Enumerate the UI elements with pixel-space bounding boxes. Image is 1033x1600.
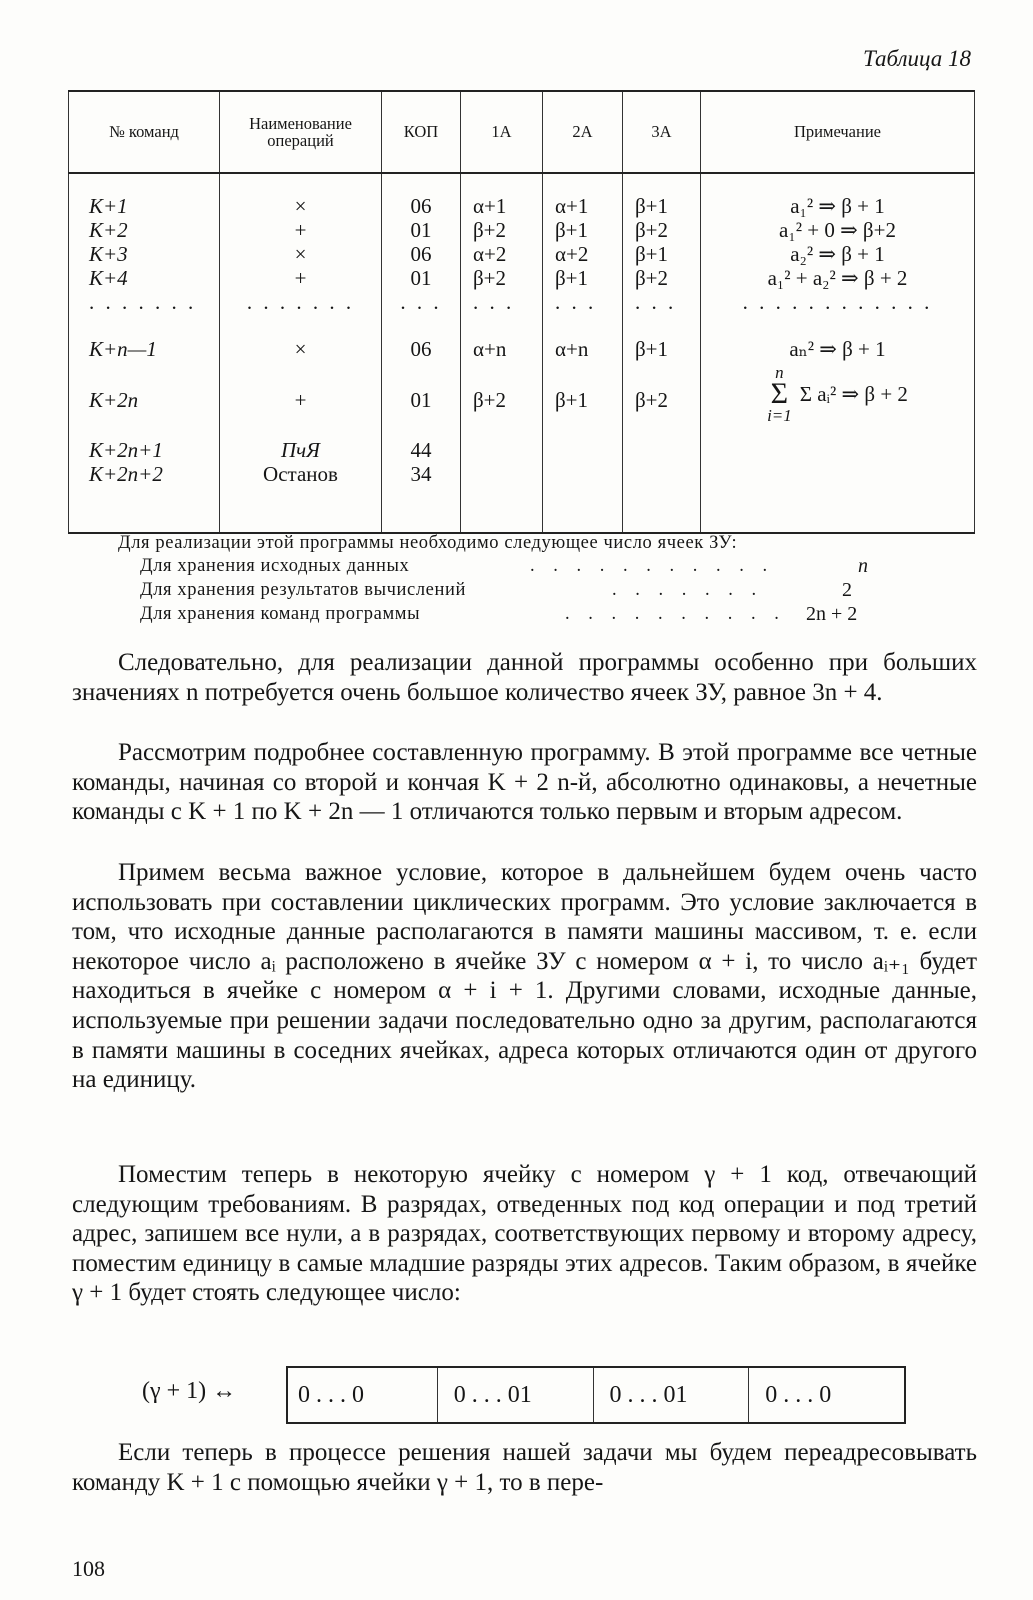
cell-kop: 34 bbox=[410, 462, 432, 486]
cell-note: a₂² ⇒ β + 1 bbox=[790, 242, 885, 266]
cell-op: × bbox=[294, 194, 307, 218]
cell-op: + bbox=[294, 388, 307, 412]
cell-1a: β+2 bbox=[473, 266, 507, 290]
header-note: Примечание bbox=[701, 91, 975, 173]
cell-op: + bbox=[294, 266, 307, 290]
paragraph-text: Если теперь в процессе решения нашей задачи мы будем переадресовывать команду K + 1 с помощью ячейки γ + 1, то в пере- bbox=[72, 1439, 977, 1496]
requirements-intro: Для реализации этой программы необходимо следующее число ячеек ЗУ: bbox=[118, 533, 738, 553]
paragraph-text: Рассмотрим подробнее составленную программу. В этой программе все четные команды, начиная со второй и кончая K + 2 n-й, абсолютно одинаковы, а нечетные команды с K + 1 по K + 2n — 1 отличаются только первым и вторым адресом. bbox=[72, 739, 977, 826]
paragraph-text: Примем весьма важное условие, которое в дальнейшем будем очень часто использовать при составлении циклических программ. Это условие заключается в том, что исходные данные располагаются в памяти машины массивом, т. е. если некоторое число aᵢ расположено в ячейке ЗУ с номером α + i, то число aᵢ₊₁ будет находиться в ячейке с номером α + i + 1. Другими словами, исходные данные, используемые при решении задачи последовательно одно за другим, располагаются в памяти машины в соседних ячейках, адреса которых отличаются один от другого на единицу. bbox=[72, 859, 977, 1094]
sum-formula bbox=[767, 364, 908, 424]
cell-3a: β+2 bbox=[635, 388, 669, 412]
cell-cmd: K+4 bbox=[89, 266, 128, 290]
row-ellipsis: . . . . . . . bbox=[246, 290, 355, 314]
header-op: Наименование операций bbox=[220, 91, 382, 173]
cell-kop: 01 bbox=[410, 218, 432, 242]
cell-1a: β+2 bbox=[473, 218, 507, 242]
sigma-symbol: Σ bbox=[770, 377, 789, 410]
cell-note: a₁² + a₂² ⇒ β + 2 bbox=[767, 266, 908, 290]
cell-3a: β+2 bbox=[635, 266, 669, 290]
sum-lower: i=1 bbox=[767, 406, 792, 425]
header-3a: 3А bbox=[623, 91, 701, 173]
requirement-label: Для хранения результатов вычислений bbox=[140, 580, 466, 600]
cell-kop: 06 bbox=[410, 337, 432, 361]
table-caption: Таблица 18 bbox=[862, 46, 971, 71]
paragraph bbox=[72, 738, 977, 827]
cell-cmd: K+n—1 bbox=[89, 337, 157, 361]
leader-dots: . . . . . . . . . . bbox=[565, 604, 786, 624]
requirement-value: 2 bbox=[842, 579, 852, 601]
register-cell-2a: 0 . . . 01 bbox=[593, 1368, 749, 1422]
cell-cmd: K+1 bbox=[89, 194, 128, 218]
cell-cmd: K+3 bbox=[89, 242, 128, 266]
header-kop: КОП bbox=[382, 91, 461, 173]
cell-1a: α+1 bbox=[473, 194, 507, 218]
paragraph bbox=[72, 1160, 977, 1308]
sum-upper: n bbox=[775, 363, 784, 382]
col-2a bbox=[543, 173, 623, 533]
cell-2a: β+1 bbox=[555, 388, 589, 412]
row-ellipsis: . . . bbox=[473, 290, 515, 314]
requirement-value: n bbox=[858, 555, 868, 577]
cell-note: a₁² + 0 ⇒ β+2 bbox=[779, 218, 896, 242]
col-3a bbox=[623, 173, 701, 533]
row-ellipsis: . . . bbox=[400, 290, 442, 314]
cell-2a: α+2 bbox=[555, 242, 589, 266]
cell-1a: α+2 bbox=[473, 242, 507, 266]
row-ellipsis: . . . bbox=[555, 290, 597, 314]
paragraph bbox=[72, 1438, 977, 1497]
cell-kop: 44 bbox=[410, 438, 432, 462]
col-op bbox=[220, 173, 382, 533]
col-cmd bbox=[69, 173, 220, 533]
register-cell-3a: 0 . . . 0 bbox=[748, 1368, 904, 1422]
paragraph-text: Поместим теперь в некоторую ячейку с номером γ + 1 код, отвечающий следующим требованиям. В разрядах, отведенных под код операции и под третий адрес, запишем все нули, а в разрядах, соответствующих первому и второму адресу, поместим единицу в самые младшие разряды этих адресов. Таким образом, в ячейке γ + 1 будет стоять следующее число: bbox=[72, 1161, 977, 1307]
cell-kop: 01 bbox=[410, 266, 432, 290]
leader-dots: . . . . . . . bbox=[612, 580, 764, 600]
register-diagram bbox=[286, 1366, 906, 1424]
cell-cmd: K+2n+1 bbox=[89, 438, 163, 462]
col-kop bbox=[382, 173, 461, 533]
header-cmd: № команд bbox=[69, 91, 220, 173]
register-cell-op: 0 . . . 0 bbox=[298, 1381, 364, 1408]
row-ellipsis: . . . . . . . bbox=[89, 290, 197, 314]
cell-op: × bbox=[294, 337, 307, 361]
cell-cmd: K+2n+2 bbox=[89, 462, 163, 486]
cell-op: × bbox=[294, 242, 307, 266]
cell-2a: β+1 bbox=[555, 218, 589, 242]
register-cell-1a: 0 . . . 01 bbox=[437, 1368, 593, 1422]
sum-body: Σ aᵢ² ⇒ β + 2 bbox=[799, 382, 908, 406]
register-label: (γ + 1) ↔ bbox=[142, 1378, 237, 1404]
paragraph-text: Следовательно, для реализации данной программы особенно при больших значениях n потребуется очень большое количество ячеек ЗУ, равное 3n + 4. bbox=[72, 649, 977, 706]
row-ellipsis: . . . . . . . . . . . . bbox=[742, 290, 933, 314]
requirement-label: Для хранения исходных данных bbox=[140, 556, 410, 576]
row-ellipsis: . . . bbox=[635, 290, 677, 314]
cell-op: ПчЯ bbox=[281, 438, 320, 462]
cell-1a: β+2 bbox=[473, 388, 507, 412]
paragraph bbox=[72, 858, 977, 1095]
leader-dots: . . . . . . . . . . . bbox=[530, 556, 775, 576]
cell-2a: α+n bbox=[555, 337, 589, 361]
cell-kop: 06 bbox=[410, 242, 432, 266]
cell-cmd: K+2 bbox=[89, 218, 128, 242]
cell-1a: α+n bbox=[473, 337, 507, 361]
cell-3a: β+1 bbox=[635, 242, 669, 266]
cell-note: a₁² ⇒ β + 1 bbox=[790, 194, 885, 218]
cell-cmd: K+2n bbox=[89, 388, 139, 412]
paragraph bbox=[72, 648, 977, 707]
cell-kop: 01 bbox=[410, 388, 432, 412]
cell-3a: β+1 bbox=[635, 194, 669, 218]
cell-2a: α+1 bbox=[555, 194, 589, 218]
header-2a: 2А bbox=[543, 91, 623, 173]
header-1a: 1А bbox=[461, 91, 543, 173]
requirement-label: Для хранения команд программы bbox=[140, 604, 421, 624]
requirement-value: 2n + 2 bbox=[806, 603, 858, 625]
page-number: 108 bbox=[72, 1556, 105, 1581]
cell-3a: β+2 bbox=[635, 218, 669, 242]
col-note bbox=[701, 173, 975, 533]
commands-table bbox=[68, 90, 974, 534]
cell-3a: β+1 bbox=[635, 337, 669, 361]
cell-kop: 06 bbox=[410, 194, 432, 218]
cell-2a: β+1 bbox=[555, 266, 589, 290]
cell-op: + bbox=[294, 218, 307, 242]
col-1a bbox=[461, 173, 543, 533]
cell-note: aₙ² ⇒ β + 1 bbox=[789, 337, 886, 361]
cell-op: Останов bbox=[263, 462, 338, 486]
